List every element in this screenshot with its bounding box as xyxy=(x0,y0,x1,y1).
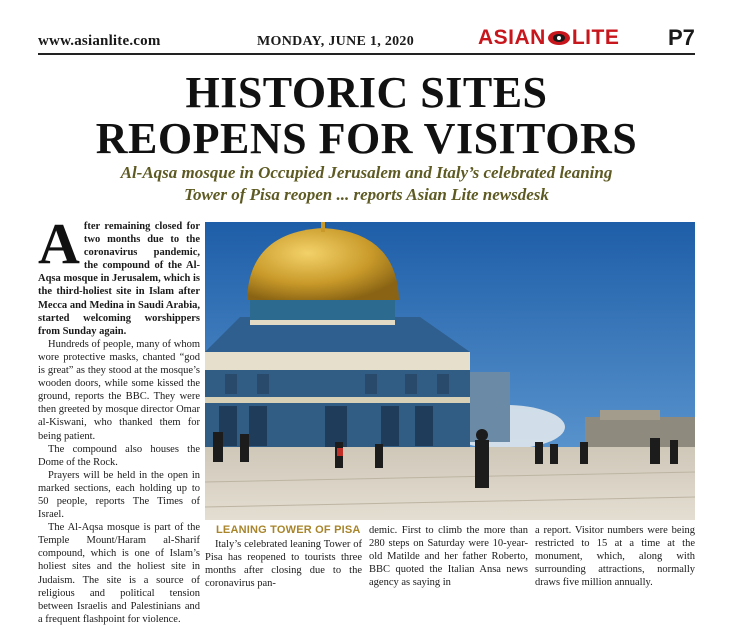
photo-illustration xyxy=(205,222,695,520)
body-column-1 xyxy=(38,211,200,626)
headline-line-1: HISTORIC SITES xyxy=(185,68,548,117)
body-paragraph: The compound also houses the Dome of the Rock. xyxy=(38,443,200,468)
website-url: www.asianlite.com xyxy=(38,33,161,49)
standfirst-line-1: Al-Aqsa mosque in Occupied Jerusalem and Italy’s celebrated leaning xyxy=(120,163,613,182)
headline xyxy=(0,70,733,162)
standfirst-line-2: Tower of Pisa reopen ... reports Asian Lite newsdesk xyxy=(184,185,549,204)
body-paragraph: Italy’s celebrated leaning Tower of Pisa has reopened to tourists three months after closing due to the coronavirus pan- xyxy=(205,539,362,590)
drop-cap: A xyxy=(38,211,80,276)
dome-of-the-rock-photo xyxy=(205,222,695,520)
subheading-pisa: LEANING TOWER OF PISA xyxy=(216,524,361,536)
body-paragraph: demic. First to climb the more than 280 steps on Saturday were 10-year-old Matilde and her father Roberto, BBC quoted the Italian Ansa news agency as saying in xyxy=(369,525,528,589)
page-header xyxy=(0,0,733,62)
body-column-2 xyxy=(205,538,362,590)
logo-word-lite: LITE xyxy=(571,26,620,49)
body-paragraph: Hundreds of people, many of whom wore protective masks, chanted “god is great” as they stood at the mosque’s wooden doors, while some kissed the ground, reports the BBC. They were then greeted by mosque director Omar al-Kiswani, who thanked them for being patient. xyxy=(38,338,200,442)
body-paragraph: a report. Visitor numbers were being restricted to 15 at a time at the monument, which, along with surrounding attractions, normally draws five million annually. xyxy=(535,525,695,589)
body-paragraph: The Al-Aqsa mosque is part of the Temple Mount/Haram al-Sharif compound, which is one of Islam’s holiest sites and the holiest site in Judaism. The site is a source of religious and political tension between Israelis and Palestinians and a frequent flashpoint for violence. xyxy=(38,522,200,625)
lead-paragraph: fter remaining closed for two months due to the coronavirus pandemic, the compound of the Al-Aqsa mosque in Jerusalem, which is the third-holiest site in Islam after Mecca and Medina in Saudi Arabia, started welcoming worshippers from Sunday again. xyxy=(38,221,200,337)
page-number: P7 xyxy=(668,25,695,50)
headline-line-2: REOPENS FOR VISITORS xyxy=(95,114,638,163)
logo-word-asian: ASIAN xyxy=(478,26,546,49)
masthead-logo xyxy=(478,26,619,50)
standfirst xyxy=(0,162,733,206)
header-rule xyxy=(38,53,695,55)
body-paragraph: Prayers will be held in the open in marked sections, each holding up to 50 people, reports The Times of Israel. xyxy=(38,469,200,521)
issue-date: MONDAY, JUNE 1, 2020 xyxy=(257,34,415,49)
emblem-icon xyxy=(547,29,571,47)
